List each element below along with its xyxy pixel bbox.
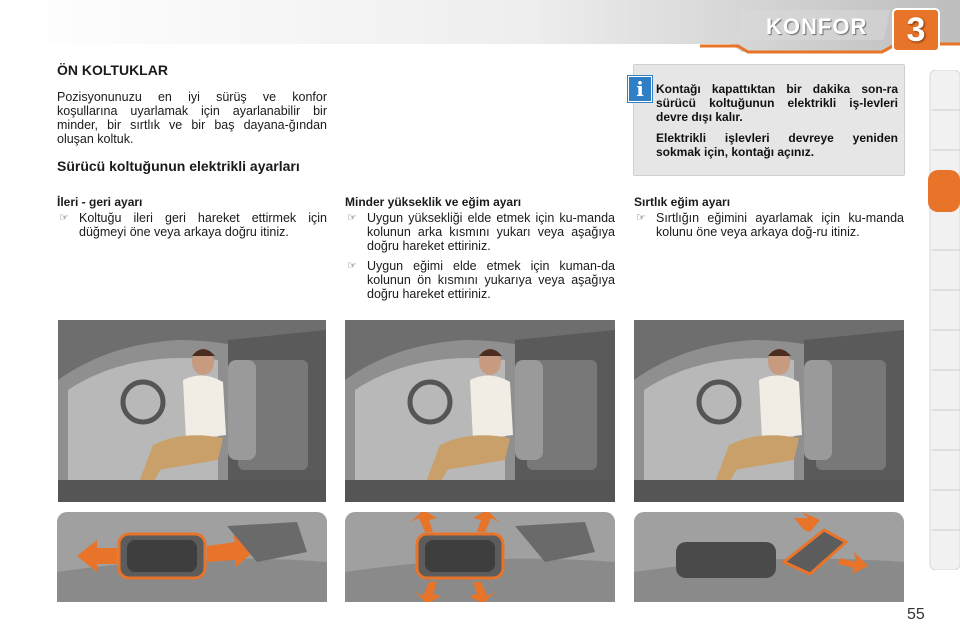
list-item [634,211,904,239]
list-item-text: Uygun eğimi elde etmek için kuman-da kolunun ön kısmını yukarıya veya aşağıya doğru hareket ettiriniz. [367,259,615,301]
list-item [345,211,615,253]
pointing-hand-icon: ☞ [347,259,357,272]
car-seat-illustration-cushion [345,320,615,502]
pointing-hand-icon: ☞ [347,211,357,224]
pointing-hand-icon: ☞ [636,211,646,224]
column-list-fore-aft [57,211,327,245]
chapter-number: 3 [906,11,926,49]
pointing-hand-icon: ☞ [59,211,69,224]
info-line-1: Kontağı kapattıktan bir dakika son-ra sürücü koltuğunun elektrikli iş-levleri devre dışı kalır. [656,82,898,124]
car-seat-illustration-fore-aft [58,320,326,502]
column-title-backrest: Sırtlık eğim ayarı [634,195,731,209]
column-list-cushion [345,211,615,307]
list-item-text: Sırtlığın eğimini ayarlamak için ku-manda kolunu öne veya arkaya doğ-ru itiniz. [656,211,904,239]
page-number: 55 [907,606,925,623]
info-line-2: Elektrikli işlevleri devreye yeniden sokmak için, kontağı açınız. [656,131,898,159]
list-item [57,211,327,239]
car-seat-illustration-backrest [634,320,904,502]
intro-paragraph: Pozisyonunuzu en iyi sürüş ve konfor koşullarına uyarlamak için ayarlanabilir bir minder, bir sırtlık ve bir baş dayana-ğından oluşan koltuk. [57,90,327,146]
seat-control-backrest-diagram [634,512,904,602]
list-item [345,259,615,301]
info-text [656,82,898,166]
side-tab-strip[interactable] [928,70,960,570]
column-list-backrest [634,211,904,245]
subsection-title: Sürücü koltuğunun elektrikli ayarları [57,158,300,174]
list-item-text: Uygun yüksekliği elde etmek için ku-manda kolunun arka kısmını yukarı veya aşağıya doğru hareket ettiriniz. [367,211,615,253]
section-title: ÖN KOLTUKLAR [57,62,168,78]
column-title-fore-aft: İleri - geri ayarı [57,195,143,209]
info-icon: i [628,76,652,102]
list-item-text: Koltuğu ileri geri hareket ettirmek için düğmeyi öne veya arkaya doğru itiniz. [79,211,327,239]
chapter-title: KONFOR [766,14,868,39]
seat-control-fore-aft-diagram [57,512,327,602]
seat-control-cushion-diagram [345,512,615,602]
column-title-cushion: Minder yükseklik ve eğim ayarı [345,195,522,209]
